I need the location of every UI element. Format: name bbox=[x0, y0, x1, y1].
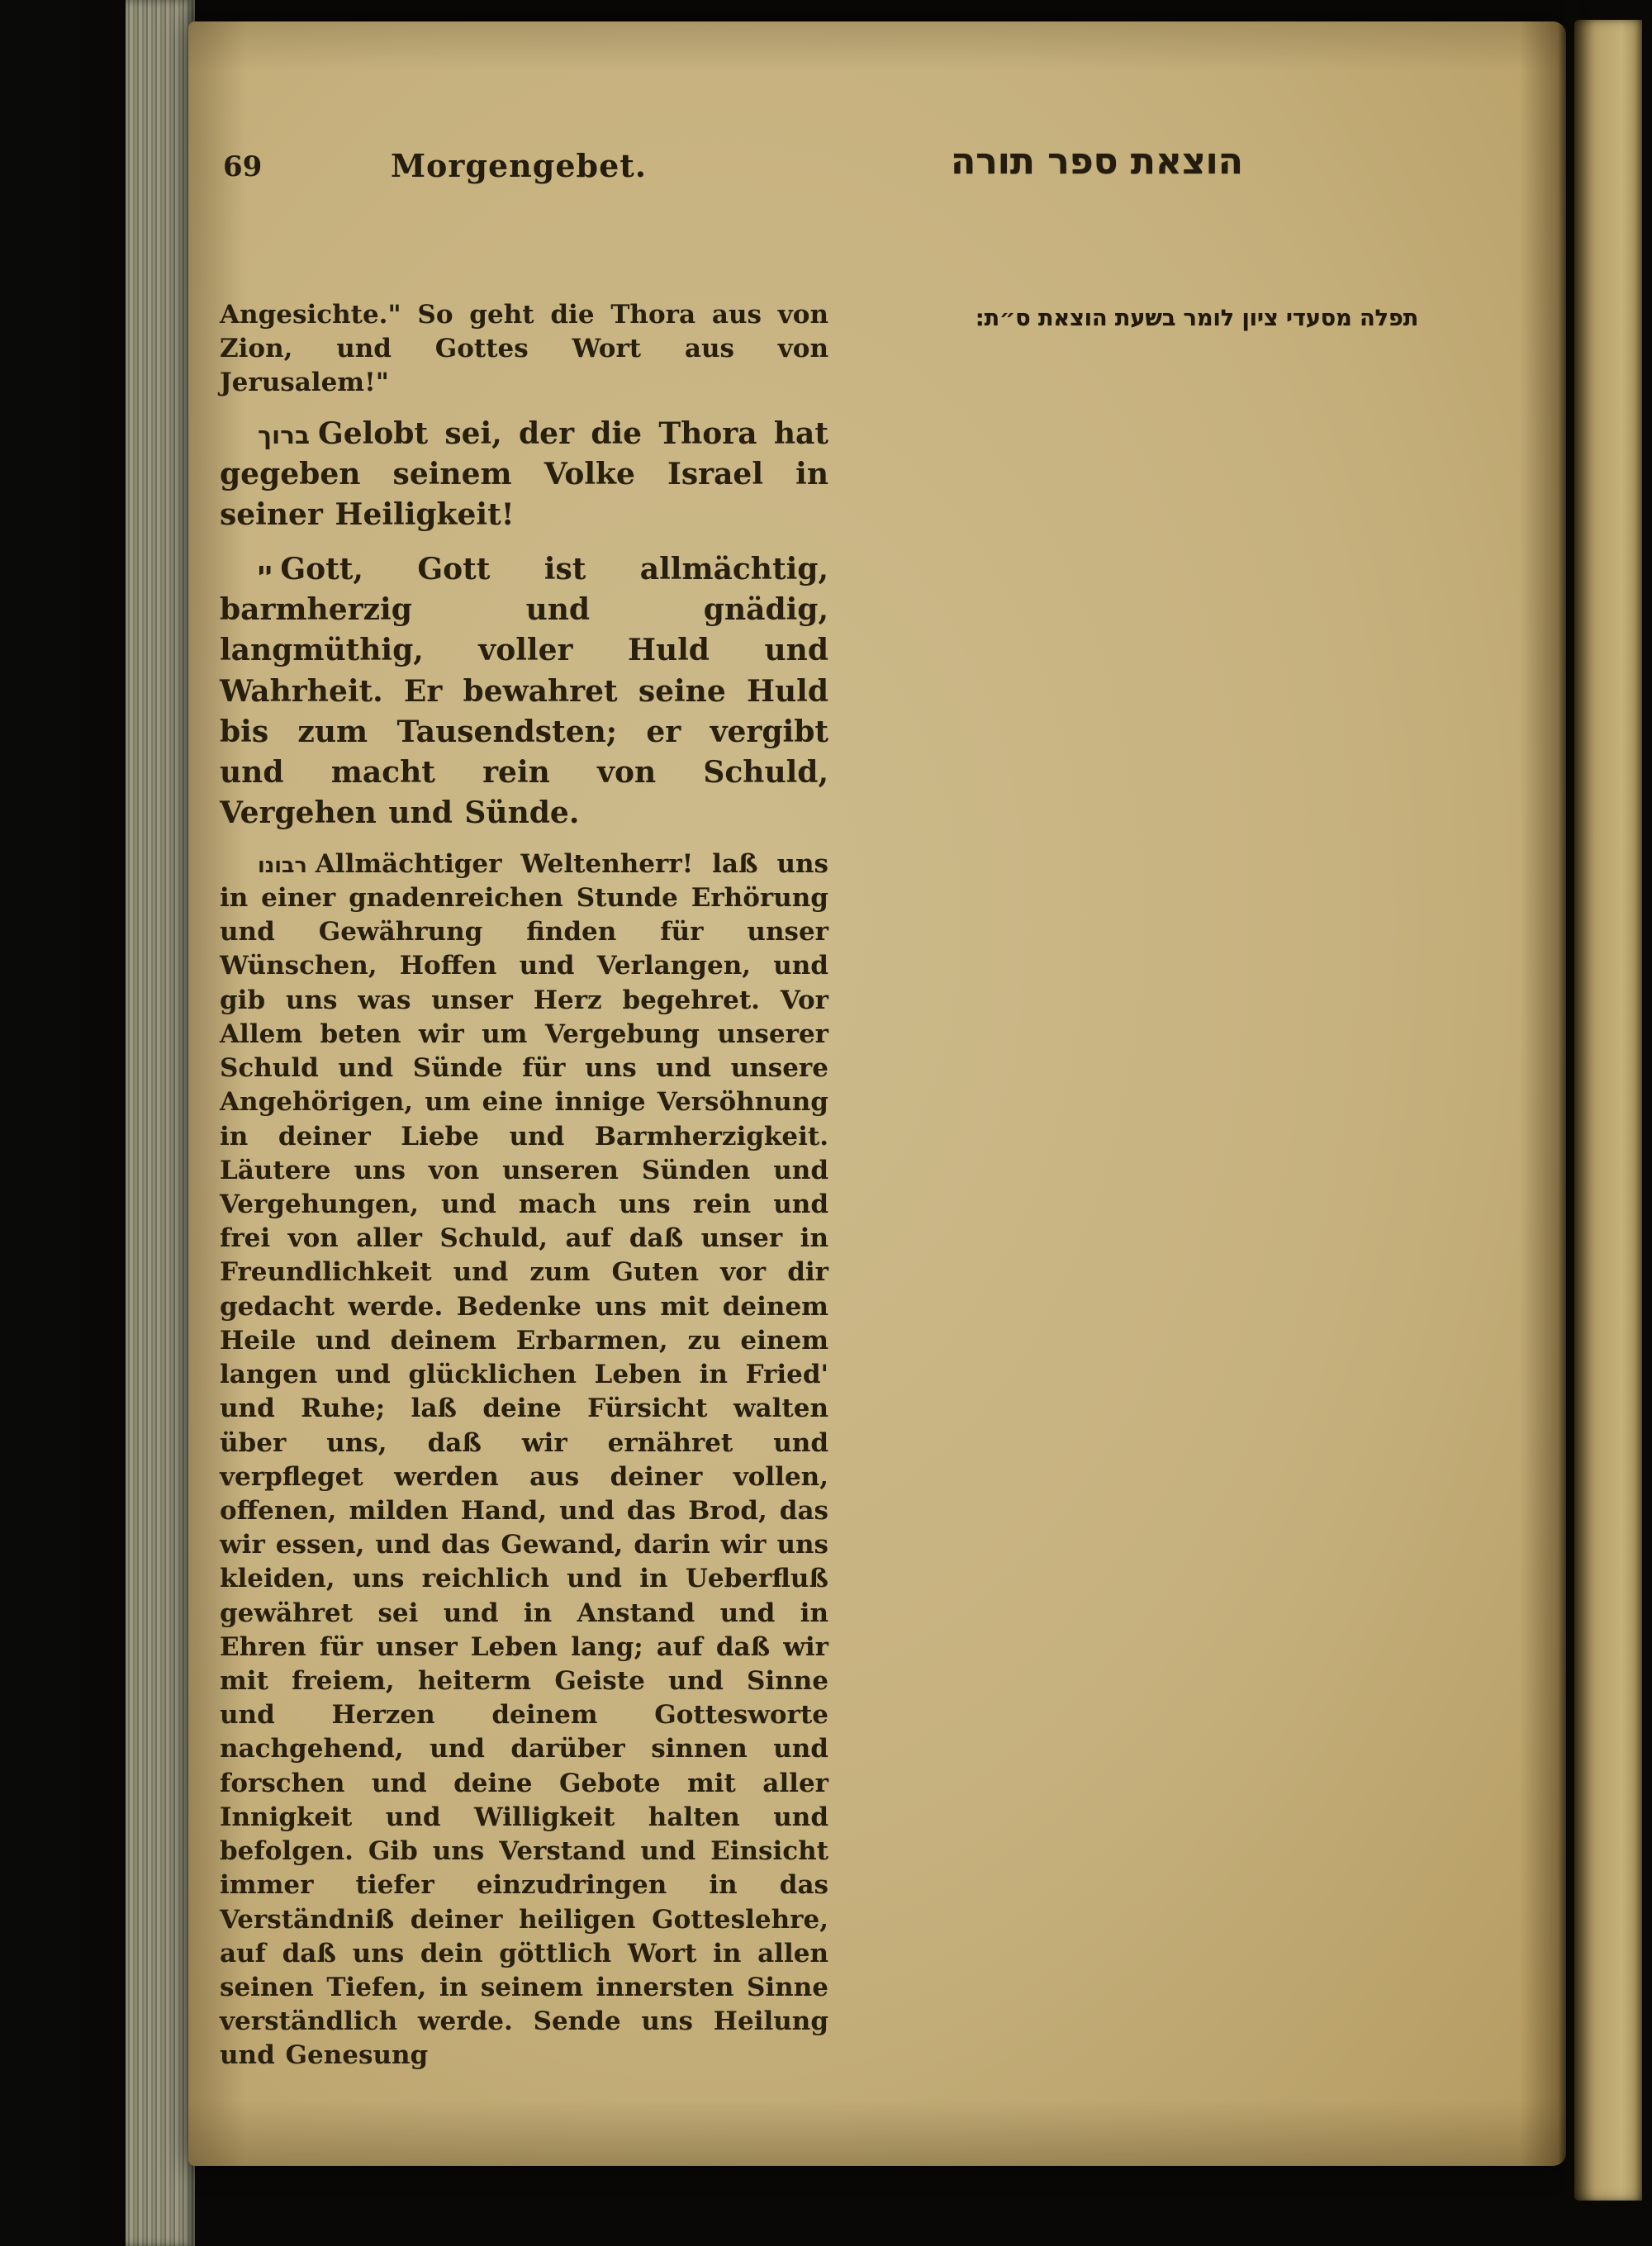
german-paragraph bbox=[220, 848, 828, 2073]
hebrew-leadword: יי bbox=[258, 556, 273, 585]
page-number: 69 bbox=[223, 150, 263, 183]
page-title-german: Morgengebet. bbox=[390, 147, 648, 184]
german-paragraph-text: Allmächtiger Weltenherr! laß uns in einer gnadenreichen Stunde Erhörung und Gewährung finden für unser Wünschen, Hoffen und Verlangen, und gib uns was unser Herz begehret. Vor Allem beten wir um Vergebung unserer Schuld und Sünde für uns und unsere Angehörigen, um eine innige Versöhnung in deiner Liebe und Barmherzigkeit. Läutere uns von unseren Sünden und Vergehungen, und mach uns rein und frei von aller Schuld, auf daß unser in Freundlichkeit und zum Guten vor dir gedacht werde. Bedenke uns mit deinem Heile und deinem Erbarmen, zu einem langen und glücklichen Leben in Fried' und Ruhe; laß deine Fürsicht walten über uns, daß wir ernähret und verpfleget werden aus deiner vollen, offenen, milden Hand, und das Brod, das wir essen, und das Gewand, darin wir uns kleiden, uns reichlich und in Ueberfluß gewähret sei und in Anstand und in Ehren für unser Leben lang; auf daß wir mit freiem, heiterm Geiste und Sinne und Herzen deinem Gottesworte nachgehend, und darüber sinnen und forschen und deine Gebote mit aller Innigkeit und Willigkeit halten und befolgen. Gib uns Verstand und Einsicht immer tiefer einzudringen in das Verständniß deiner heiligen Gotteslehre, auf daß uns dein göttlich Wort in allen seinen Tiefen, in seinem innersten Sinne verständlich werde. Sende uns Heilung und Genesung bbox=[220, 848, 828, 2071]
book-cover-spine bbox=[0, 0, 79, 2246]
german-paragraph bbox=[220, 549, 828, 834]
german-paragraph-text: Gott, Gott ist allmächtig, barmherzig und gnädig, langmüthig, voller Huld und Wahrheit. Er bewahret seine Huld bis zum Tausendsten; er vergibt und macht rein von Schuld, Vergehen und Sünde. bbox=[220, 551, 828, 831]
german-paragraph bbox=[220, 414, 828, 536]
book-cover-edge bbox=[79, 0, 126, 2246]
hebrew-leadword: ברוך bbox=[258, 420, 310, 449]
rubric-instruction: תפלה מסעדי ציון לומר בשעת הוצאת ס״ת: bbox=[975, 306, 1419, 331]
next-page-sliver bbox=[1574, 20, 1642, 2201]
page-edges bbox=[126, 0, 195, 2246]
hebrew-leadword: רבונו bbox=[258, 852, 307, 877]
german-paragraph-text: Angesichte." So geht die Thora aus von Zion, und Gottes Wort aus von Jerusalem!" bbox=[220, 300, 828, 398]
german-paragraph-text: Gelobt sei, der die Thora hat gegeben seinem Volke Israel in seiner Heiligkeit! bbox=[220, 415, 828, 533]
hebrew-column bbox=[841, 284, 1553, 377]
page-title-hebrew: הוצאת ספר תורה bbox=[951, 140, 1243, 183]
german-column bbox=[220, 298, 828, 2087]
left-page bbox=[188, 21, 1566, 2166]
german-paragraph bbox=[220, 298, 828, 401]
